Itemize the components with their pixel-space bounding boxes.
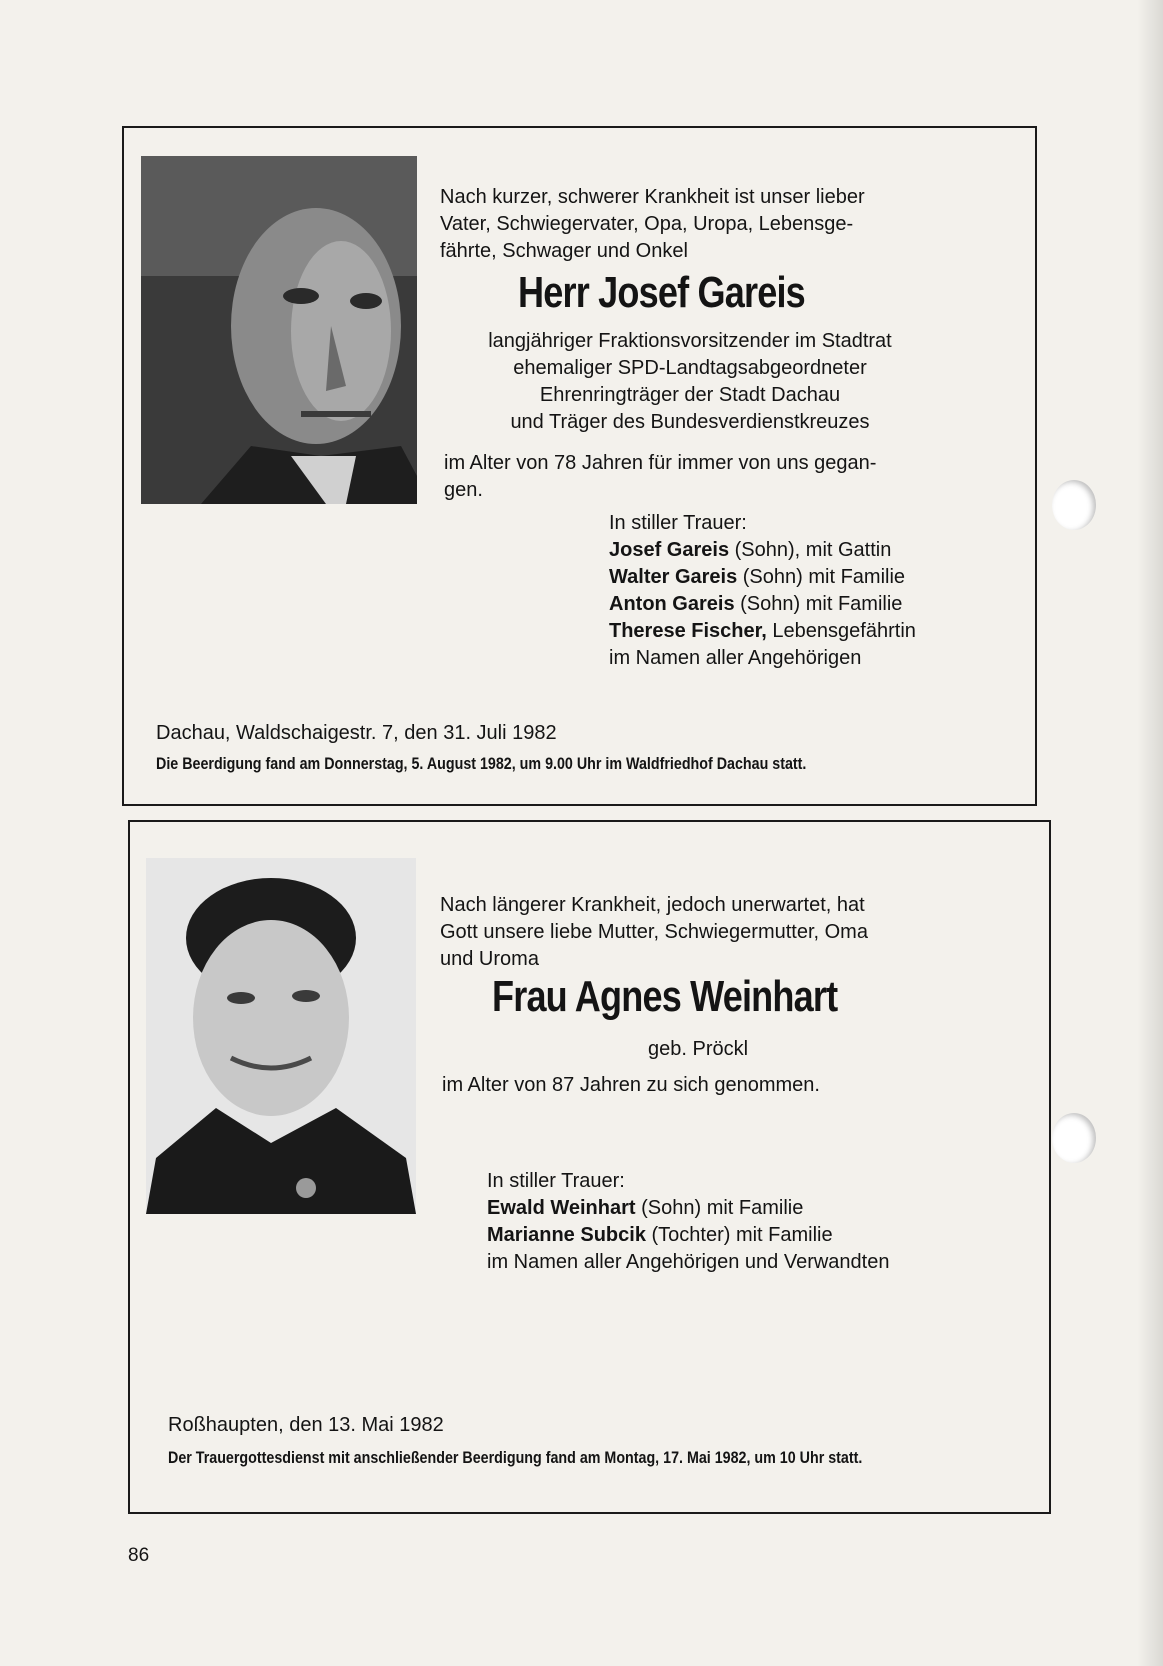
portrait-man-illustration	[141, 156, 417, 504]
mourners-footer: im Namen aller Angehörigen	[609, 647, 862, 669]
portrait-woman-illustration	[146, 858, 416, 1214]
intro-line-2: Vater, Schwiegervater, Opa, Uropa, Lebensge-	[440, 213, 854, 235]
mourners-footer: im Namen aller Angehörigen und Verwandten	[487, 1251, 890, 1273]
birth-name: geb. Pröckl	[648, 1038, 749, 1060]
portrait-photo-man	[141, 156, 417, 504]
age-line-2: gen.	[444, 479, 483, 501]
mourner-1: Ewald Weinhart (Sohn) mit Familie	[487, 1197, 804, 1219]
page-edge-shadow	[1137, 0, 1163, 1666]
mourner-4: Therese Fischer, Lebensgefährtin	[609, 620, 916, 642]
punch-hole-bottom	[1052, 1113, 1096, 1163]
mourner-3: Anton Gareis (Sohn) mit Familie	[609, 593, 903, 615]
age-line-1: im Alter von 78 Jahren für immer von uns gegan-	[444, 452, 877, 474]
page-number: 86	[128, 1545, 150, 1566]
mourner-1: Josef Gareis (Sohn), mit Gattin	[609, 539, 892, 561]
age-line: im Alter von 87 Jahren zu sich genommen.	[442, 1074, 820, 1096]
deceased-name: Herr Josef Gareis	[518, 268, 805, 317]
deceased-name: Frau Agnes Weinhart	[492, 972, 838, 1021]
mourning-heading: In stiller Trauer:	[609, 512, 747, 534]
funeral-info: Die Beerdigung fand am Donnerstag, 5. August 1982, um 9.00 Uhr im Waldfriedhof Dachau statt.	[156, 754, 807, 773]
intro-line-1: Nach kurzer, schwerer Krankheit ist unser lieber	[440, 186, 865, 208]
intro-line-1: Nach längerer Krankheit, jedoch unerwartet, hat	[440, 894, 865, 916]
mourner-2: Walter Gareis (Sohn) mit Familie	[609, 566, 906, 588]
title-line-2: ehemaliger SPD-Landtagsabgeordneter	[513, 357, 867, 379]
intro-line-3: fährte, Schwager und Onkel	[440, 240, 688, 262]
mourning-heading: In stiller Trauer:	[487, 1170, 625, 1192]
funeral-info: Der Trauergottesdienst mit anschließender Beerdigung fand am Montag, 17. Mai 1982, um 10 Uhr statt.	[168, 1448, 863, 1467]
punch-hole-top	[1052, 480, 1096, 530]
title-line-1: langjähriger Fraktionsvorsitzender im Stadtrat	[488, 330, 892, 352]
title-line-4: und Träger des Bundesverdienstkreuzes	[510, 411, 870, 433]
intro-line-2: Gott unsere liebe Mutter, Schwiegermutter, Oma	[440, 921, 868, 943]
title-line-3: Ehrenringträger der Stadt Dachau	[539, 384, 841, 406]
place-date: Dachau, Waldschaigestr. 7, den 31. Juli 1982	[156, 722, 557, 744]
place-date: Roßhaupten, den 13. Mai 1982	[168, 1414, 444, 1436]
portrait-photo-woman	[146, 858, 416, 1214]
intro-line-3: und Uroma	[440, 948, 539, 970]
obituary-notice-weinhart	[128, 820, 1051, 1514]
mourner-2: Marianne Subcik (Tochter) mit Familie	[487, 1224, 833, 1246]
obituary-notice-gareis	[122, 126, 1037, 806]
